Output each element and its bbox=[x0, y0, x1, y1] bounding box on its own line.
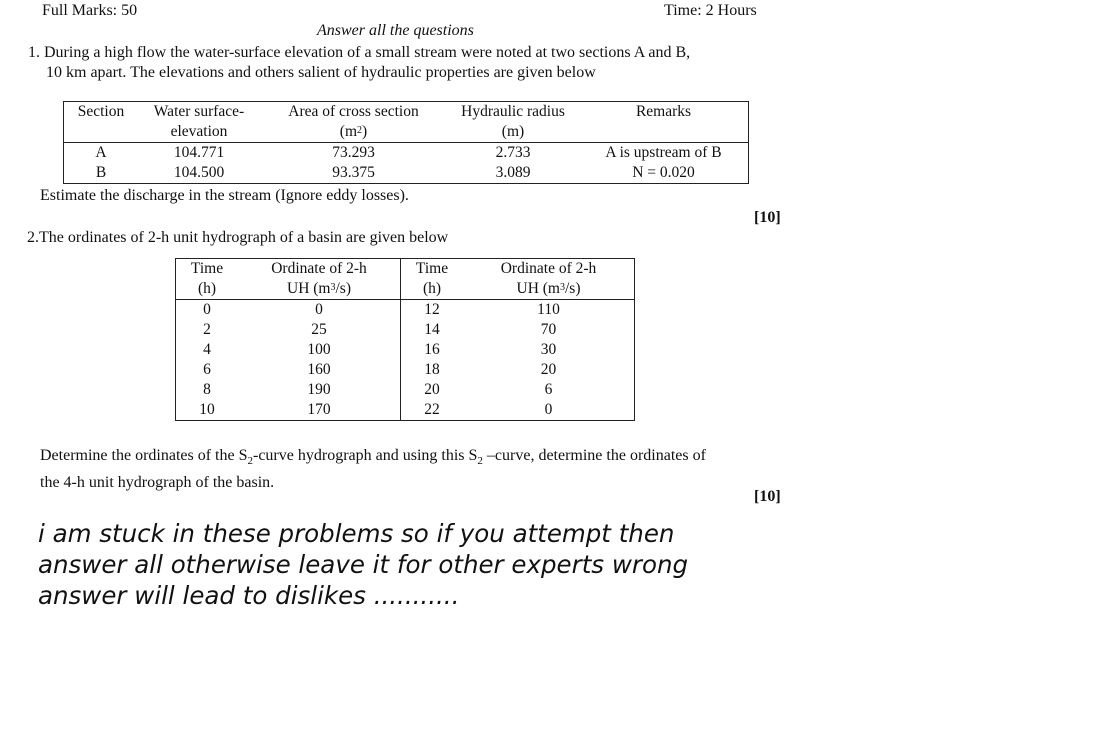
question-2-determine-line-1: Determine the ordinates of the $S_2$-curve hydrograph and using this $S_2$ –curve, determine the ordinates of bbox=[40, 447, 706, 468]
col-header-area: Area of cross section bbox=[288, 103, 419, 120]
question-1-marks: [10] bbox=[754, 209, 781, 226]
table-row: B 104.500 93.375 3.089 N = 0.020 bbox=[95, 164, 695, 181]
hydraulic-properties-table bbox=[63, 101, 749, 184]
col-header-ordinate-unit-2: UH $(m^3/s)$ bbox=[463, 279, 635, 300]
question-2-determine-line-2: the 4-h unit hydrograph of the basin. bbox=[40, 474, 275, 492]
table-row: 6 160 18 20 bbox=[203, 361, 557, 378]
col-header-hydraulic-radius: Hydraulic radius bbox=[461, 103, 565, 120]
col-header-area-unit: $(m^2)$ bbox=[260, 122, 447, 143]
col-header-wse-unit: elevation bbox=[138, 122, 260, 143]
col-header-hr-unit: (m) bbox=[447, 122, 579, 143]
student-note-line-2: answer all otherwise leave it for other experts wrong bbox=[38, 550, 689, 579]
col-header-remarks: Remarks bbox=[635, 103, 692, 120]
table-row: 2 25 14 70 bbox=[203, 321, 557, 338]
col-header-time-unit: (h) bbox=[176, 279, 239, 300]
instruction: Answer all the questions bbox=[317, 22, 474, 39]
table-row: 8 190 20 6 bbox=[203, 381, 553, 398]
col-header-ordinate-unit: UH $(m^3/s)$ bbox=[238, 279, 401, 300]
question-2-marks: [10] bbox=[754, 488, 781, 505]
table-row: 0 0 12 110 bbox=[203, 301, 560, 318]
exam-time: Time: 2 Hours bbox=[664, 2, 757, 19]
col-header-time: Time bbox=[190, 260, 224, 277]
col-header-time-2: Time bbox=[415, 260, 449, 277]
table-row: 4 100 16 30 bbox=[203, 341, 557, 358]
table-row: A 104.771 73.293 2.733 A is upstream of B bbox=[95, 144, 722, 161]
col-header-time-unit-2: (h) bbox=[401, 279, 464, 300]
question-1-estimate: Estimate the discharge in the stream (Ignore eddy losses). bbox=[40, 187, 409, 204]
col-header-ordinate: Ordinate of 2-h bbox=[238, 259, 401, 280]
unit-hydrograph-table bbox=[175, 258, 635, 421]
question-1-line-2: 10 km apart. The elevations and others salient of hydraulic properties are given below bbox=[46, 64, 596, 81]
question-2-intro: 2.The ordinates of 2-h unit hydrograph of a basin are given below bbox=[27, 229, 449, 246]
question-1-line-1: 1. During a high flow the water-surface elevation of a small stream were noted at two sections A and B, bbox=[28, 44, 691, 61]
student-note-line-1: i am stuck in these problems so if you attempt then bbox=[38, 519, 675, 548]
col-header-wse: Water surface- bbox=[153, 103, 245, 120]
col-header-section: Section bbox=[77, 103, 125, 120]
col-header-ordinate-2: Ordinate of 2-h bbox=[500, 260, 597, 277]
question-2-determine bbox=[40, 445, 706, 493]
question-1-text bbox=[28, 43, 690, 83]
table-row: 10 170 22 0 bbox=[176, 400, 635, 421]
student-note-line-3: answer will lead to dislikes ........... bbox=[38, 581, 460, 610]
full-marks: Full Marks: 50 bbox=[42, 2, 138, 19]
student-note bbox=[38, 518, 688, 611]
